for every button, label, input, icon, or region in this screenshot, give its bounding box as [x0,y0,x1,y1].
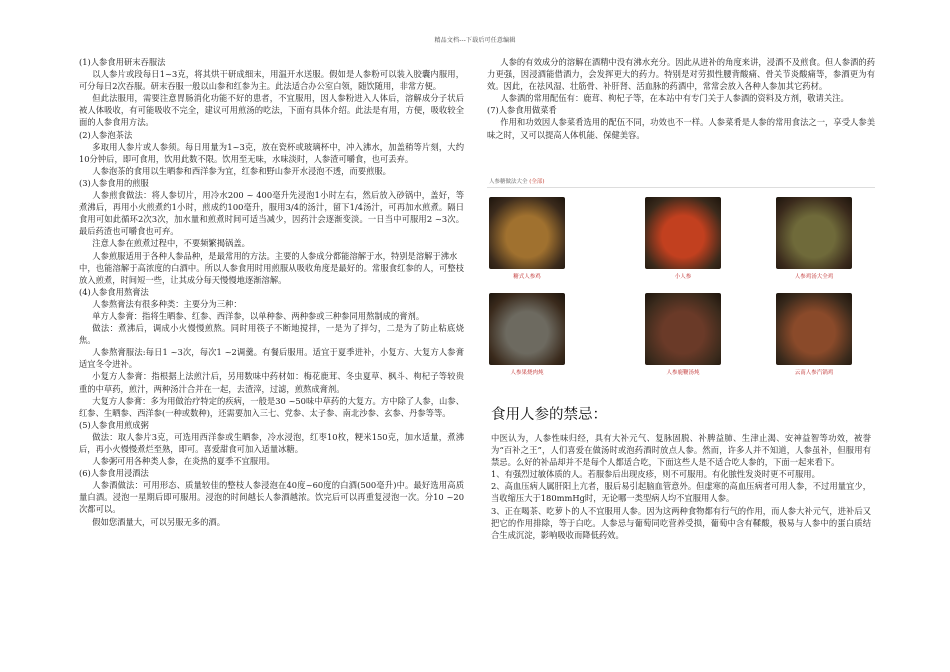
gallery-title-tag: (全部) [529,179,545,185]
right-column [487,56,875,141]
section-heading: (6)人参食用浸酒法 [79,468,149,479]
page-header: 精品文档---下载后可任意编辑 [434,37,516,44]
recipe-caption: 云南人参汽锅鸡 [794,370,834,376]
taboo-section [491,403,871,541]
recipe-thumb[interactable] [489,293,565,376]
taboo-paragraph: 中医认为，人参性味归经，具有大补元气、复脉固脱、补脾益肺、生津止渴、安神益智等功效，被誉为“百补之王”，人们喜爱在做汤时或泡药酒时放点人参。然而，许多人并不知道，人参虽补，但服用有禁忌。么好的补品却并不是每个人都适合吃，下面这些人是不适合吃人参的，下面一起来看下。 [491,433,871,468]
paragraph: 人参煎服适用于各种人参品种，是最常用的方法。主要的人参成分都能溶解于水，特别是溶解于沸水 [92,250,458,261]
recipe-photo [776,197,852,269]
gallery-title [489,177,545,185]
paragraph: 小复方人参膏：指根据上法煎汁后，另用数味中药材如：梅花鹿茸、冬虫夏草、枫斗、枸杞子等较贵重的中草药，煎汁，两种汤汁合并在一起，去渣滓，过滤，煎熬成膏剂。 [79,371,464,394]
recipe-photo [489,293,565,365]
left-column [79,56,464,528]
paragraph: 中，也能溶解于高浓度的白酒中。所以人参食用时用煎服从吸收角度是最好的。常服食红参的人，可整枝放入煎煮，时间短一些，让其成分每天慢慢地逐渐溶解。 [79,262,464,285]
section-heading: (2)人参泡茶法 [79,129,133,140]
gallery-divider [487,187,875,188]
section-heading: (4)人参食用熬膏法 [79,286,149,297]
paragraph: 人参熬膏服法:每日1 ~3次，每次1 ~2调羹。有餐后服用。适宜于夏季进补，小复方、大复方人参膏适宜冬令进补。 [79,347,464,370]
taboo-title: 食用人参的禁忌： [491,407,607,423]
gallery-title-text: 人参糖做法大全 [489,179,528,185]
section-heading: (5)人参食用煎成粥 [79,419,149,430]
recipe-caption: 人参鸡汤大全鸡 [794,274,834,280]
recipe-caption: 人参果烧肉炖 [510,370,544,376]
taboo-paragraph: 3、正在喝茶、吃萝卜的人不宜服用人参。因为这两种食物都有行气的作用，而人参大补元气，进补后又把它的作用排除，等于白吃。人参忌与葡萄同吃营养受损，葡萄中含有鞣酸，极易与人参中的蛋白质结合生成沉淀，影响吸收而降低药效。 [491,505,871,540]
recipe-photo [776,293,852,365]
paragraph: 人参煎食做法：将人参切片，用冷水200 ~ 400毫升先浸泡1小时左右，然后放入砂锅中，盖好，等煮沸后，再用小火煎煮约1小时，煎成约100毫升，服用3/4的汤汁，留下1/4汤汁，可再加水煎煮。隔日食用可如此循环2次3次，加水量和煎煮时间可适当减少，因药汁会逐渐变淡。一日当中可服用2 ~3次。最后药渣也可嚼食也可弃。 [79,190,464,237]
paragraph: 单方人参膏：指将生晒参、红参、西洋参，以单种参、两种参或三种参同用熬制成的膏剂。 [92,310,425,321]
recipe-gallery [487,175,875,390]
recipe-photo [645,197,721,269]
paragraph: 人参酒的常用配伍有：鹿茸、枸杞子等，在本站中有专门关于人参酒的资料及方剂，敬请关注。 [500,93,849,104]
recipe-thumb[interactable] [489,197,565,280]
taboo-paragraph: 1、有强烈过敏体质的人。若服参后出现皮疹，则不可服用。有化脓性发炎时更不可服用。 [491,469,820,480]
taboo-body [491,432,871,541]
recipe-thumb[interactable] [776,197,852,280]
paragraph: 假如您酒量大，可以另服无多的酒。 [92,516,226,527]
paragraph: 但此法服用，需要注意胃肠消化功能不好的患者，不宜服用，因人参粉进入人体后，溶解成分子状后被人体吸收，有可能吸收不完全，建议可用煎汤的吃法，下面有具体介绍。此法是有用，方便，吸收较全面的人参食用方法。 [79,93,464,128]
section-heading: (7)人参食用做菜肴 [487,105,557,116]
paragraph: 做法：煮沸后，调成小火慢慢煎熬。同时用筷子不断地搅拌，一是为了拌匀，二是为了防止粘底烧焦。 [79,323,464,346]
recipe-thumb[interactable] [776,293,852,376]
paragraph: 人参的有效成分的溶解在酒精中没有沸水充分。因此从进补的角度来讲，浸酒不及煎食。但人参酒的药力更强，因浸酒能借酒力，会发挥更大的药力。特别是对劳损性腰背酸痛、骨关节炎酸痛等，参酒更为有效。因此，在祛风湿、壮筋骨、补肝肾、活血脉的药酒中，常常会放入各种人参加其它药材。 [487,57,875,92]
recipe-thumb[interactable] [645,293,721,376]
paragraph: 大复方人参膏：多为用做治疗特定的疾病，一般是30 ~50味中草药的大复方。方中除了人参，山参、红参、生晒参、西洋参(一种或数种)，还需要加入三七、党参、太子参、南北沙参、玄参、丹参等等。 [79,395,464,418]
paragraph: 以人参片或段每日1~3克，将其烘干研成细末，用温开水送服。假如是人参粉可以装入胶囊内服用，可分每日2次吞服。研末吞服一般以山参和红参为主。此法适合办公室白领，随饮随用，非常方便。 [79,69,464,92]
taboo-paragraph: 2、高血压病人属肝阳上亢者，服后易引起脑血管意外。但虚寒的高血压病者可用人参，不过用量宜少，当收缩压大于180mmHg时，无论哪一类型病人均不宜服用人参。 [491,481,871,504]
paragraph: 人参泡茶的食用以生晒参和西洋参为宜，红参和野山参开水浸泡不透，而要煎服。 [92,165,391,176]
paragraph: 人参粥可用各种类人参，在炎热的夏季不宜服用。 [92,456,275,467]
recipe-caption: 小人参 [674,274,692,280]
paragraph: 注意人参在煎煮过程中，不要频繁揭锅盖。 [92,238,250,249]
paragraph: 多取用人参片或人参须。每日用量为1~3克，放在瓷杯或玻璃杯中，冲入沸水，加盖稍等片刻，大约10分钟后，即可食用，饮用此数不限。饮用至无味，水味淡时，人参渣可嚼食，也可丢弃。 [79,141,464,164]
section-heading: (1)人参食用研末吞服法 [79,57,166,67]
section-heading: (3)人参食用的煎服 [79,177,149,188]
paragraph: 人参酒做法：可用形态、质量较佳的整枝人参浸泡在40度~60度的白酒(500毫升)中。最好选用高质量白酒。浸泡一星期后即可服用。浸泡的时间越长人参酒越浓。饮完后可以再重复浸泡一次。分10 ~20次都可以。 [79,480,464,515]
paragraph: 人参熬膏法有很多种类：主要分为三种： [92,298,242,309]
recipe-photo [645,293,721,365]
recipe-caption: 糖式人参鸡 [513,274,541,280]
recipe-caption: 人参鹿鞭汤炖 [666,370,700,376]
recipe-thumb[interactable] [645,197,721,280]
recipe-photo [489,197,565,269]
paragraph: 做法：取人参片3克，可选用西洋参或生晒参，冷水浸泡，红枣10枚，粳米150克，加水适量，煮沸后，再小火慢慢煮烂至熟，即可。喜爱甜食可加入适量冰糖。 [79,431,464,454]
paragraph: 作用和功效因人参菜肴选用的配伍不同，功效也不一样。人参菜肴是人参的常用食法之一，享受人参美味之时，又可以提高人体机能、保健美容。 [487,117,875,140]
